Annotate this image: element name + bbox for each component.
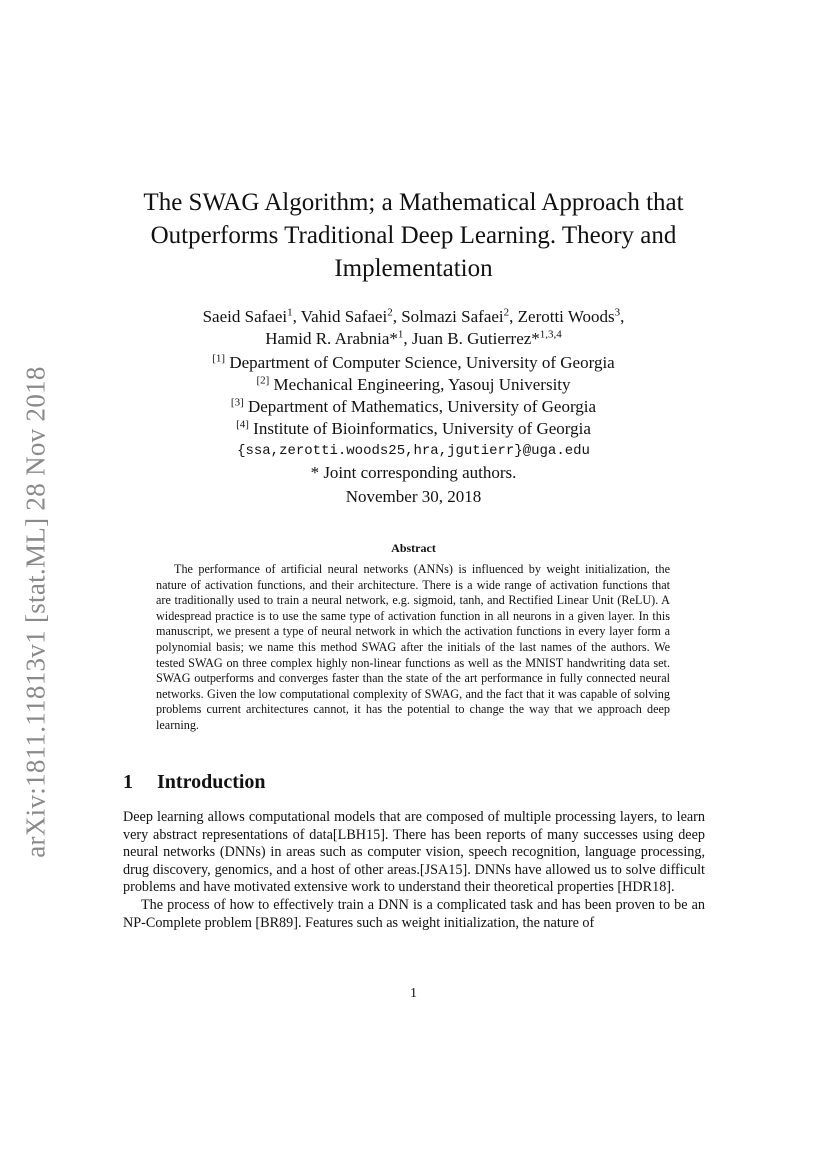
author-mark: 2 (503, 306, 510, 319)
title-line: Outperforms Traditional Deep Learning. Theory and (150, 222, 677, 249)
email-line: {ssa,zerotti.woods25,hra,jgutierr}@uga.edu (237, 443, 590, 459)
author-name: , Vahid Safaei (292, 307, 388, 326)
affiliation-text: Department of Mathematics, University of Georgia (243, 397, 597, 416)
publication-date: November 30, 2018 (345, 487, 482, 506)
section-title: Introduction (157, 771, 266, 793)
affiliation-mark: [2] (256, 374, 270, 387)
affiliation-text: Mechanical Engineering, Yasouj University (269, 375, 571, 394)
affiliation-mark: [1] (212, 352, 226, 365)
author-name: Saeid Safaei (202, 307, 288, 326)
affiliation-list (0, 352, 827, 484)
arxiv-margin-id: arXiv:1811.11813v1 [stat.ML] 28 Nov 2018 (20, 366, 51, 858)
author-name: , Juan B. Gutierrez* (403, 329, 540, 348)
author-mark: 3 (614, 306, 621, 319)
title-line: The SWAG Algorithm; a Mathematical Approach that (143, 189, 684, 216)
affiliation (0, 418, 827, 440)
joint-authors-note: * Joint corresponding authors. (310, 463, 517, 482)
author-name: Hamid R. Arabnia* (265, 329, 398, 348)
author-list (0, 306, 827, 350)
author-name: , Solmazi Safaei (392, 307, 504, 326)
author-separator: , (620, 307, 625, 326)
affiliation-mark: [3] (230, 396, 244, 409)
author-name: , Zerotti Woods (509, 307, 615, 326)
author-mark: 1 (397, 328, 404, 341)
author-mark: 2 (387, 306, 393, 319)
title-line: Implementation (334, 255, 493, 282)
paragraph: Deep learning allows computational models that are composed of multiple processing layers, to learn very abstract representations of data[LBH15]. There has been reports of many successes using deep neural networks (DNNs) in areas such as computer vision, speech recognition, language processing, drug discovery, genomics, and a host of other areas.[JSA15]. DNNs have allowed us to solve difficult problems and have motivated extensive work to understand their theoretical properties [HDR18]. (123, 809, 705, 896)
body-text (123, 809, 705, 932)
paper-title (0, 186, 827, 285)
affiliation-mark: [4] (236, 418, 249, 431)
page-number: 1 (410, 986, 417, 1001)
author-mark: 1,3,4 (539, 328, 562, 341)
section-heading (123, 771, 266, 794)
affiliation (0, 352, 827, 374)
affiliation-text: Institute of Bioinformatics, University of Georgia (248, 419, 591, 438)
section-number: 1 (123, 771, 133, 793)
affiliation-text: Department of Computer Science, University of Georgia (225, 353, 615, 372)
affiliation (0, 396, 827, 418)
author-mark: 1 (287, 306, 293, 319)
paragraph: The process of how to effectively train a DNN is a complicated task and has been proven to be an NP-Complete problem [BR89]. Features such as weight initialization, the nature of (123, 896, 705, 931)
author-line-1 (0, 306, 827, 328)
author-line-2 (0, 328, 827, 350)
abstract-heading: Abstract (391, 541, 436, 555)
abstract-text: The performance of artificial neural networks (ANNs) is influenced by weight initialization, the nature of activation functions, and their architecture. There is a wide range of activation functions that are traditionally used to train a neural network, e.g. sigmoid, tanh, and Rectified Linear Unit (ReLU). A widespread practice is to use the same type of activation function in all neurons in a given layer. In this manuscript, we present a type of neural network in which the activation functions in every layer form a polynomial basis; we name this method SWAG after the initials of the last names of the authors. We tested SWAG on three complex highly non-linear functions as well as the MNIST handwriting data set. SWAG outperforms and converges faster than the state of the art performance in fully connected neural networks. Given the low computational complexity of SWAG, and the fact that it was capable of solving problems current architectures cannot, it has the potential to change the way that we approach deep learning. (156, 562, 670, 732)
affiliation (0, 374, 827, 396)
